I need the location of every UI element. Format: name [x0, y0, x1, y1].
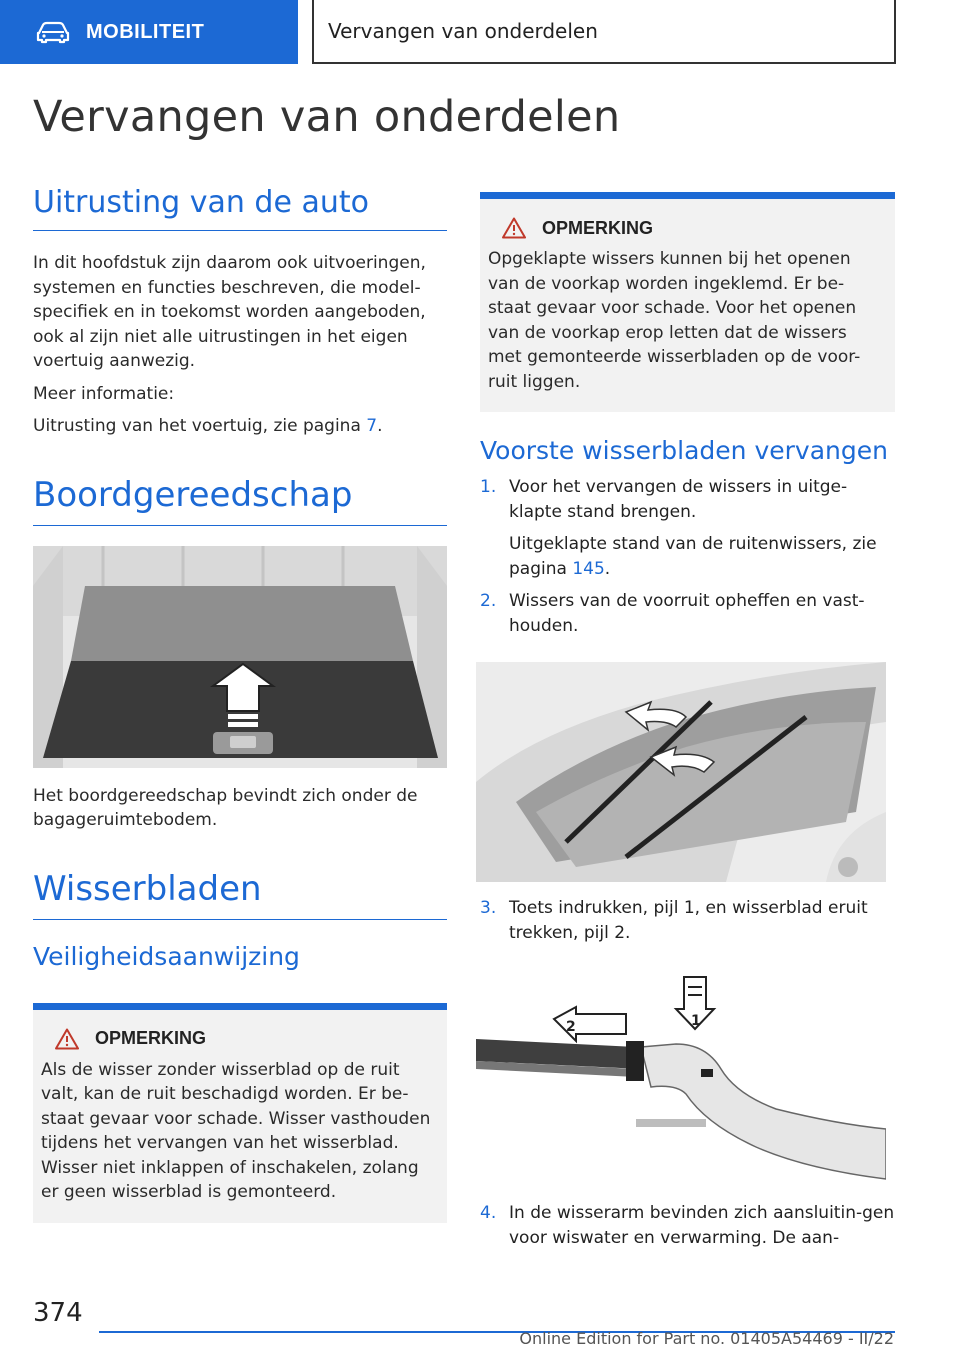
more-info-label: Meer informatie: [33, 383, 175, 404]
wiper-raise-illustration [476, 662, 886, 882]
page-link-145[interactable]: 145 [572, 558, 605, 579]
section-tab[interactable] [0, 0, 298, 64]
equipment-text: In dit hoofdstuk zijn daarom ook uitvoeringen, systemen en functies beschreven, die model-specifiek en in toekomst worden aangeboden, ook al zijn niet alle uitrustingen in het eigen voertuig aanwezig. [33, 253, 426, 371]
toolkit-caption: Het boordgereedschap bevindt zich onder de bagageruimtebodem. [33, 785, 418, 830]
step-number: 4. [480, 1203, 497, 1223]
note-text: Als de wisser zonder wisserblad op de ruit valt, kan de ruit beschadigd worden. Er be-staat gevaar voor schade. Wisser vasthouden tijdens het vervangen van het wisserblad. Wisser niet inklappen of inschakelen, zolang er geen wisserblad is gemonteerd. [41, 1059, 431, 1202]
note-header [488, 217, 885, 239]
heading-safety: Veiligheidsaanwijzing [33, 941, 300, 971]
left-column [33, 185, 447, 1223]
page-link-7[interactable]: 7 [366, 416, 378, 436]
toolkit-illustration [33, 546, 447, 768]
step-1-reference [480, 532, 895, 581]
note-label: OPMERKING [95, 1028, 207, 1048]
heading-wipers: Wisserbladen [33, 869, 447, 920]
trunk-floor-image [33, 546, 447, 768]
reference-text: Uitgeklapte stand van de ruitenwissers, zie pagina [509, 534, 877, 579]
reference-end: . [604, 558, 611, 579]
equipment-reference [33, 414, 447, 439]
section-label: MOBILITEIT [86, 20, 205, 43]
note-header [41, 1028, 437, 1050]
step-number [480, 532, 509, 581]
step-text: Toets indrukken, pijl 1, en wisserblad eruit trekken, pijl 2. [509, 898, 868, 943]
reference-end: . [377, 416, 383, 436]
step-text: Wissers van de voorruit opheffen en vast-houden. [509, 591, 865, 636]
step-number: 2. [480, 591, 497, 611]
step-1 [480, 475, 895, 524]
step-reference-body [509, 532, 895, 581]
wiper-blade-image [476, 969, 886, 1187]
step-2 [480, 589, 895, 638]
hood-note [480, 192, 895, 412]
steps-list [480, 475, 895, 638]
breadcrumb-title: Vervangen van onderdelen [328, 19, 598, 43]
wiper-blade-illustration [476, 969, 886, 1187]
safety-note [33, 1003, 447, 1223]
step-text: Voor het vervangen de wissers in uitge-klapte stand brengen. [509, 477, 848, 522]
step-number: 3. [480, 898, 497, 918]
right-column [480, 192, 895, 1250]
arrow-2-label: 2 [566, 1019, 576, 1035]
step-3 [480, 896, 895, 945]
step-4 [480, 1201, 895, 1250]
note-text: Opgeklapte wissers kunnen bij het openen van de voorkap worden ingeklemd. Er be-staat gevaar voor schade. Voor het openen van de voorkap erop letten dat de wissers met gemonteerde wisserbladen op de voor-ruit liggen. [488, 249, 861, 392]
warning-icon [55, 1028, 79, 1050]
page-number: 374 [33, 1298, 83, 1328]
windshield-wipers-image [476, 662, 886, 882]
heading-replace-wipers: Voorste wisserbladen vervangen [480, 436, 888, 465]
note-label: OPMERKING [542, 217, 654, 238]
warning-icon [502, 217, 526, 239]
arrow-1-label: 1 [691, 1013, 701, 1029]
heading-toolkit: Boordgereedschap [33, 475, 447, 526]
reference-text: Uitrusting van het voertuig, zie pagina [33, 416, 367, 436]
step-number: 1. [480, 477, 497, 497]
heading-equipment: Uitrusting van de auto [33, 185, 447, 231]
page-title: Vervangen van onderdelen [33, 92, 621, 142]
step-text: In de wisserarm bevinden zich aansluitin-gen voor wiswater en verwarming. De aan- [509, 1203, 895, 1248]
car-icon [36, 20, 70, 44]
edition-label: Online Edition for Part no. 01405A54469 - II/22 [519, 1329, 894, 1348]
breadcrumb [312, 0, 896, 64]
